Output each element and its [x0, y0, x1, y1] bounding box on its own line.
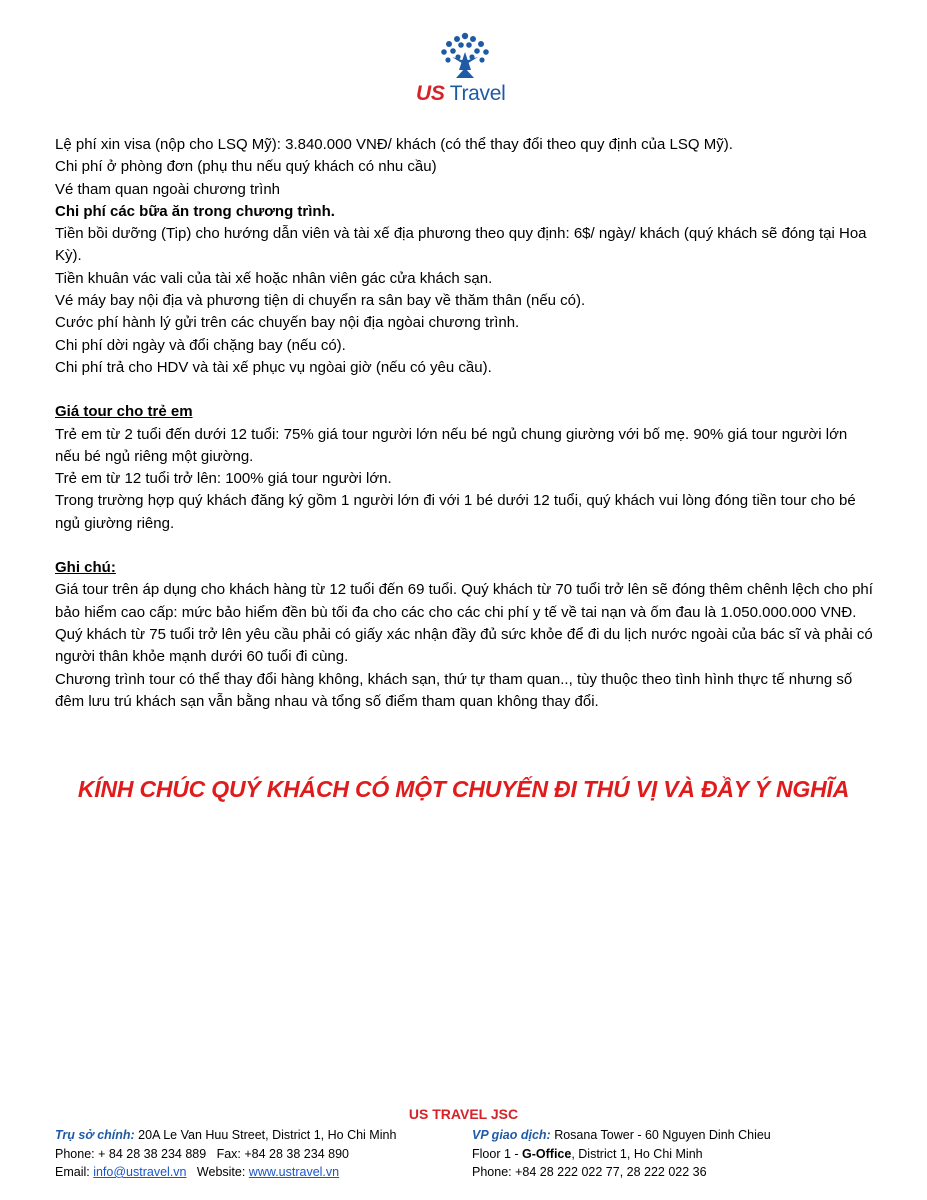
child-price-line: Trẻ em từ 12 tuổi trở lên: 100% giá tour người lớn. — [55, 470, 392, 488]
office-address: Rosana Tower - 60 Nguyen Dinh Chieu — [550, 1128, 771, 1142]
hq-label: Trụ sở chính: — [55, 1128, 135, 1142]
child-price-line: Trẻ em từ 2 tuổi đến dưới 12 tuổi: 75% giá tour người lớn nếu bé ngủ chung giường với bố mẹ. 90% giá tour người lớn nếu bé ngủ riêng một giường. — [55, 425, 848, 465]
excluded-cost-item: Vé máy bay nội địa và phương tiện di chuyển ra sân bay về thăm thân (nếu có). — [55, 292, 586, 310]
footer-head-office — [55, 1126, 396, 1182]
office-floor-name: G-Office — [522, 1146, 572, 1161]
website-label: Website: — [186, 1165, 249, 1179]
footer-company-name: US TRAVEL JSC — [408, 1106, 519, 1122]
excluded-cost-item: Lệ phí xin visa (nộp cho LSQ Mỹ): 3.840.000 VNĐ/ khách (có thể thay đổi theo quy định của LSQ Mỹ). — [55, 136, 733, 153]
logo-us-text: US — [416, 82, 445, 105]
notes-heading: Ghi chú: — [55, 559, 116, 577]
office-phone: Phone: +84 28 222 022 77, 28 222 022 36 — [472, 1165, 707, 1179]
excluded-cost-item: Chi phí dời ngày và đổi chặng bay (nếu có). — [55, 336, 346, 354]
office-floor-line — [472, 1145, 771, 1164]
office-address-line — [472, 1126, 771, 1145]
note-line: Giá tour trên áp dụng cho khách hàng từ 12 tuổi đến 69 tuổi. Quý khách từ 70 tuổi trở lên sẽ đóng thêm chênh lệch cho phí bảo hiểm cao cấp: mức bảo hiểm đền bù tối đa cho các cho các chi phí y tế về tai nạn và ốm đau là 1.050.000.000 VNĐ. — [55, 581, 873, 621]
email-link[interactable]: info@ustravel.vn — [93, 1165, 187, 1179]
email-label: Email: — [55, 1165, 94, 1179]
excluded-costs-list — [55, 134, 875, 379]
office-floor-pre: Floor 1 - — [472, 1146, 523, 1161]
tree-people-icon — [438, 30, 492, 82]
excluded-cost-item: Vé tham quan ngoài chương trình — [55, 180, 281, 198]
excluded-cost-item: Cước phí hành lý gửi trên các chuyến bay nội địa ngòai chương trình. — [55, 314, 520, 332]
website-link[interactable]: www.ustravel.vn — [248, 1165, 340, 1179]
hq-address: 20A Le Van Huu Street, District 1, Ho Chi Minh — [134, 1128, 397, 1142]
company-logo — [400, 30, 530, 108]
footer-transaction-office — [472, 1126, 771, 1182]
note-line: Chương trình tour có thể thay đổi hàng không, khách sạn, thứ tự tham quan.., tùy thuộc theo tình hình thực tế nhưng số đêm lưu trú khách sạn vẫn bằng nhau và tổng số điểm tham quan không thay đổi. — [55, 670, 853, 710]
child-price-section — [55, 401, 875, 535]
child-price-heading: Giá tour cho trẻ em — [55, 403, 193, 421]
child-price-line: Trong trường hợp quý khách đăng ký gồm 1 người lớn đi với 1 bé dưới 12 tuổi, quý khách vui lòng đóng tiền tour cho bé ngủ giường riêng. — [55, 492, 856, 532]
contact-line — [55, 1163, 396, 1182]
excluded-cost-item: Chi phí các bữa ăn trong chương trình. — [55, 202, 335, 220]
closing-wish: KÍNH CHÚC QUÝ KHÁCH CÓ MỘT CHUYẾN ĐI THÚ VỊ VÀ ĐẦY Ý NGHĨA — [77, 776, 850, 802]
excluded-cost-item: Tiền khuân vác vali của tài xế hoặc nhân viên gác cửa khách sạn. — [55, 269, 493, 287]
notes-section — [55, 557, 875, 713]
logo-travel-text: Travel — [449, 82, 506, 105]
excluded-cost-item: Chi phí ở phòng đơn (phụ thu nếu quý khách có nhu cầu) — [55, 158, 437, 176]
excluded-cost-item: Tiền bồi dưỡng (Tip) cho hướng dẫn viên và tài xế địa phương theo quy định: 6$/ ngày/ khách (quý khách sẽ đóng tại Hoa Kỳ). — [55, 225, 867, 265]
office-floor-post: , District 1, Ho Chi Minh — [571, 1146, 703, 1161]
hq-address-line — [55, 1126, 396, 1145]
office-label: VP giao dịch: — [472, 1128, 551, 1142]
excluded-cost-item: Chi phí trả cho HDV và tài xế phục vụ ngòai giờ (nếu có yêu cầu). — [55, 358, 492, 376]
note-line: Quý khách từ 75 tuổi trở lên yêu cầu phải có giấy xác nhận đầy đủ sức khỏe để đi du lịch nước ngoài của bác sĩ và phải có người thân khỏe mạnh dưới 60 tuổi đi cùng. — [55, 625, 873, 666]
hq-phone: Phone: + 84 28 38 234 889 Fax: +84 28 38 234 890 — [55, 1146, 349, 1161]
logo-wordmark — [416, 82, 506, 106]
document-body — [55, 134, 875, 713]
